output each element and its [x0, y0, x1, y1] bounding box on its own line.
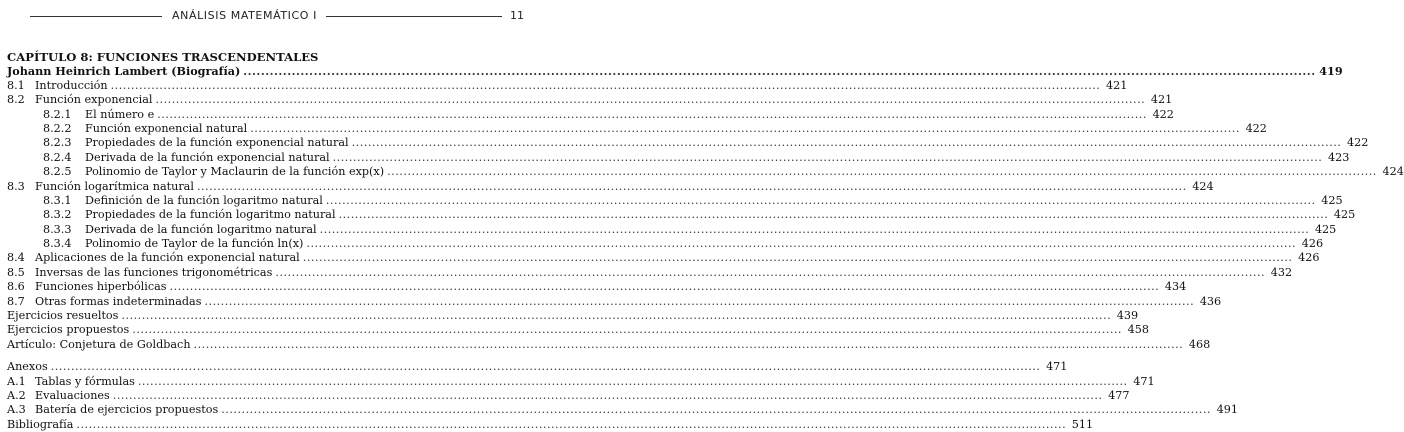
- dot-leader: [197, 180, 1187, 194]
- dot-leader: [303, 251, 1293, 265]
- chapter-title-text: CAPÍTULO 8: FUNCIONES TRASCENDENTALES: [7, 50, 319, 64]
- dot-leader: [132, 323, 1122, 337]
- running-header: [0, 9, 535, 27]
- running-title: ANÁLISIS MATEMÁTICO I: [172, 9, 317, 22]
- toc-entry-page: 432: [1270, 265, 1293, 279]
- toc-entry-page: 421: [1105, 78, 1128, 92]
- toc-subentry: [7, 136, 1369, 150]
- dot-leader: [113, 389, 1103, 403]
- toc-entry: [7, 388, 1130, 403]
- toc-entry-number: 8.7: [7, 294, 25, 308]
- toc-entry-page: 425: [1321, 193, 1343, 207]
- toc-entry-page: 426: [1298, 251, 1320, 265]
- header-rule-right: [326, 16, 502, 17]
- toc-subentry: [7, 237, 1324, 251]
- toc-entry-number: 8.2.1: [43, 107, 72, 121]
- toc-entry: [7, 403, 1238, 417]
- dot-leader: [306, 237, 1296, 251]
- toc-entry-page: 422: [1245, 121, 1267, 135]
- toc-entry-title: Batería de ejercicios propuestos: [35, 403, 219, 417]
- toc-subentry: [7, 107, 1174, 122]
- toc-entry-number: 8.2.4: [43, 150, 72, 164]
- toc-entry-title: Derivada de la función logaritmo natural: [85, 222, 317, 236]
- chapter-title: [7, 50, 527, 64]
- dot-leader: [155, 93, 1145, 107]
- header-rule-left: [30, 16, 162, 17]
- toc-entry-number: 8.3.3: [43, 222, 72, 236]
- dot-leader: [250, 122, 1240, 136]
- page-number: 11: [510, 9, 524, 22]
- toc-entry: [7, 309, 1139, 323]
- toc-entry-number: 8.2: [7, 93, 25, 107]
- toc-entry-title: Otras formas indeterminadas: [35, 294, 202, 308]
- toc-entry-title: Bibliografía: [7, 417, 74, 431]
- toc-entry: [7, 93, 1173, 107]
- toc-entry-title: Introducción: [35, 78, 108, 92]
- toc-entry-page: 477: [1108, 388, 1130, 402]
- dot-leader: [387, 165, 1377, 179]
- toc-entry-page: 419: [1319, 64, 1343, 79]
- table-of-contents: [7, 50, 1404, 432]
- toc-entry-title: Polinomio de Taylor de la función ln(x): [85, 237, 304, 251]
- toc-entry-page: 426: [1301, 237, 1324, 251]
- toc-subentry: [7, 193, 1343, 208]
- toc-entry-title: Ejercicios resueltos: [7, 309, 119, 323]
- toc-entry-page: 468: [1188, 337, 1211, 351]
- toc-subentry: [7, 222, 1337, 237]
- toc-entry-page: 491: [1216, 403, 1238, 417]
- toc-entry-title: Inversas de las funciones trigonométricas: [35, 265, 273, 279]
- toc-entry-page: 422: [1152, 107, 1174, 121]
- toc-entry: [7, 337, 1211, 352]
- toc-entry: [7, 360, 1068, 374]
- dot-leader: [170, 280, 1160, 294]
- dot-leader: [76, 418, 1066, 432]
- toc-entry-number: 8.3: [7, 179, 25, 193]
- toc-entry-page: 471: [1046, 360, 1068, 374]
- toc-entry-number: 8.2.3: [43, 136, 72, 150]
- toc-entry-title: Definición de la función logaritmo natural: [85, 193, 323, 207]
- toc-entry-number: A.3: [7, 403, 26, 417]
- dot-leader: [121, 309, 1111, 323]
- toc-entry-page: 425: [1333, 208, 1356, 222]
- toc-entry-page: 436: [1199, 294, 1222, 308]
- dot-leader: [51, 360, 1041, 374]
- toc-entry: [7, 374, 1155, 389]
- toc-entry-number: A.2: [7, 388, 26, 402]
- toc-entry-page: 421: [1150, 93, 1173, 107]
- toc-entry-number: 8.4: [7, 251, 25, 265]
- toc-entry-title: Johann Heinrich Lambert (Biografía): [7, 64, 241, 79]
- dot-leader: [275, 266, 1265, 280]
- dot-leader: [320, 223, 1310, 237]
- toc-entry-title: Aplicaciones de la función exponencial natural: [35, 251, 300, 265]
- toc-entry-page: 434: [1164, 280, 1187, 294]
- toc-entry-number: 8.3.1: [43, 193, 72, 207]
- dot-leader: [326, 194, 1316, 208]
- toc-entry-number: 8.3.4: [43, 237, 72, 251]
- toc-entry-number: 8.2.2: [43, 121, 72, 135]
- toc-entry-number: 8.3.2: [43, 208, 72, 222]
- dot-leader: [111, 79, 1101, 93]
- toc-entry-title: Anexos: [7, 360, 48, 374]
- toc-entry-number: 8.6: [7, 280, 25, 294]
- toc-entry-title: Propiedades de la función logaritmo natural: [85, 208, 336, 222]
- toc-entry: [7, 179, 1214, 194]
- toc-entry: [7, 265, 1293, 280]
- toc-entry-title: El número e: [85, 107, 155, 121]
- toc-entry-number: 8.2.5: [43, 165, 72, 179]
- toc-entry-title: Derivada de la función exponencial natural: [85, 150, 330, 164]
- dot-leader: [333, 151, 1323, 165]
- toc-entry-title: Función exponencial natural: [85, 121, 248, 135]
- toc-entry-page: 425: [1314, 222, 1337, 236]
- toc-entry: [7, 294, 1222, 309]
- toc-entry-number: A.1: [7, 374, 26, 388]
- section-gap: [7, 352, 527, 360]
- toc-entry-number: 8.1: [7, 78, 25, 92]
- toc-entry: [7, 78, 1128, 93]
- dot-leader: [157, 108, 1147, 122]
- dot-leader: [339, 208, 1329, 222]
- toc-subentry: [7, 208, 1356, 222]
- dot-leader: [204, 295, 1194, 309]
- toc-entry-page: 471: [1133, 374, 1155, 388]
- dot-leader: [194, 338, 1184, 352]
- toc-entry-title: Función logarítmica natural: [35, 179, 194, 193]
- toc-entry-page: 424: [1382, 165, 1404, 179]
- toc-entry-page: 439: [1116, 309, 1139, 323]
- toc-subentry: [7, 165, 1404, 179]
- toc-entry-title: Ejercicios propuestos: [7, 323, 130, 337]
- toc-entry-title: Evaluaciones: [35, 388, 110, 402]
- toc-entry: [7, 417, 1094, 432]
- dot-leader: [221, 403, 1211, 417]
- toc-entry-page: 458: [1127, 323, 1149, 337]
- toc-entry-title: Funciones hiperbólicas: [35, 280, 167, 294]
- toc-subentry: [7, 121, 1267, 136]
- toc-entry-title: Polinomio de Taylor y Maclaurin de la función exp(x): [85, 165, 385, 179]
- toc-entry: [7, 280, 1187, 294]
- toc-entry-biography: [7, 64, 1343, 79]
- toc-entry-title: Propiedades de la función exponencial natural: [85, 136, 349, 150]
- toc-entry: [7, 251, 1320, 265]
- dot-leader: [243, 64, 1315, 78]
- toc-entry-title: Tablas y fórmulas: [35, 374, 135, 388]
- toc-entry-title: Función exponencial: [35, 93, 153, 107]
- toc-subentry: [7, 150, 1350, 165]
- dot-leader: [138, 375, 1128, 389]
- toc-entry-page: 422: [1346, 136, 1369, 150]
- dot-leader: [352, 136, 1342, 150]
- toc-entry-page: 424: [1192, 179, 1214, 193]
- toc-entry-number: 8.5: [7, 265, 25, 279]
- toc-entry: [7, 323, 1149, 337]
- toc-entry-page: 511: [1071, 417, 1094, 431]
- toc-entry-page: 423: [1327, 150, 1350, 164]
- toc-entry-title: Artículo: Conjetura de Goldbach: [7, 337, 191, 351]
